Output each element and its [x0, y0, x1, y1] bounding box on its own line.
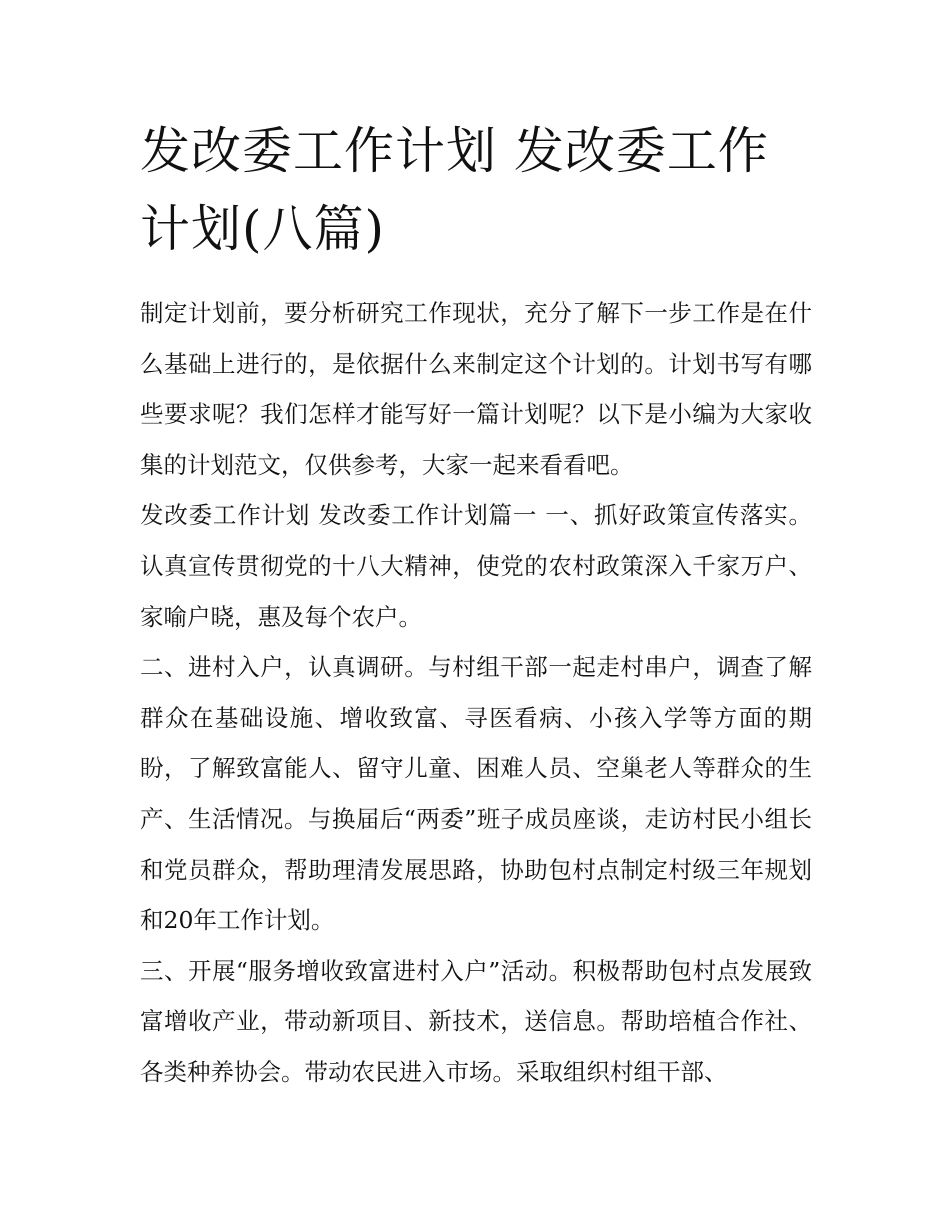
document-title: 发改委工作计划 发改委工作计划(八篇) [140, 122, 769, 258]
paragraph-intro: 制定计划前，要分析研究工作现状，充分了解下一步工作是在什么基础上进行的，是依据什么来制定这个计划的。计划书写有哪些要求呢？我们怎样才能写好一篇计划呢？以下是小编为大家收集的计划范文，仅供参考，大家一起来看看吧。 [140, 299, 812, 479]
document-body [140, 288, 812, 1098]
paragraph-section-1: 发改委工作计划 发改委工作计划篇一 一、抓好政策宣传落实。认真宣传贯彻党的十八大精神，使党的农村政策深入千家万户、家喻户晓，惠及每个农户。 [140, 501, 812, 631]
paragraph-section-3: 三、开展“服务增收致富进村入户”活动。积极帮助包村点发展致富增收产业，带动新项目、新技术，送信息。帮助培植合作社、各类种养协会。带动农民进入市场。采取组织村组干部、 [140, 956, 812, 1086]
paragraph-section-2: 二、进村入户，认真调研。与村组干部一起走村串户，调查了解群众在基础设施、增收致富、寻医看病、小孩入学等方面的期盼，了解致富能人、留守儿童、困难人员、空巢老人等群众的生产、生活情况。与换届后“两委”班子成员座谈，走访村民小组长和党员群众，帮助理清发展思路，协助包村点制定村级三年规划和20年工作计划。 [140, 653, 812, 935]
document-page [140, 112, 812, 1098]
